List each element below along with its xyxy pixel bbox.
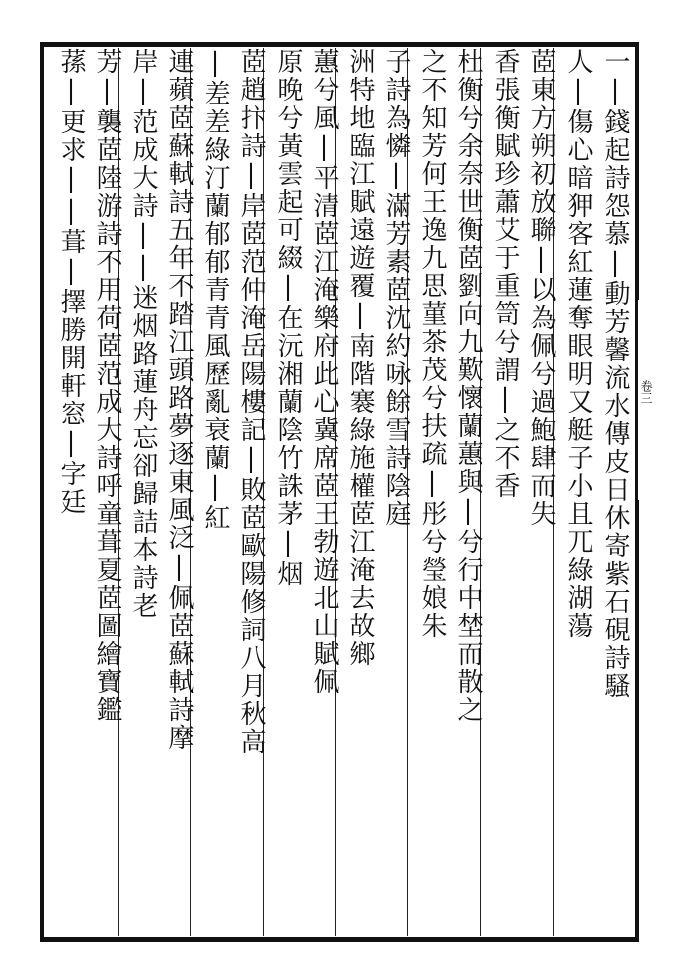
text-column-11: 茝趙抃詩|岸茝范仲淹岳陽樓記|敗茝歐陽修詞八月秋高 — [236, 48, 266, 756]
text-column-12: |差差綠汀蘭郁郁青青風歷亂衰蘭|紅 — [200, 48, 230, 532]
text-column-2: 人|傷心暗狎客紅蓮奪眼明又艇子小且兀綠湖蕩 — [563, 48, 593, 640]
text-column-15: 芳|襲茝陸游詩不用荷茝范成大詩呼童葺夏茝圖繪寶鑑 — [92, 48, 122, 724]
text-column-5: 杜衡兮余奈世衡茝劉向九歎懷蘭蕙與|兮行中埜而散之 — [453, 48, 483, 724]
text-column-13: 連蘋茝蘇軾詩五年不踏江頭路夢逐東風泛|佩茝蘇軾詩摩 — [164, 48, 194, 752]
text-column-9: 蕙兮風|平清茝江淹樂府此心冀席茝王勃遊北山賦佩 — [309, 48, 339, 696]
text-column-6: 之不知芳何王逸九思菫茶茂兮扶疏|彤兮瑩娘朱 — [417, 48, 447, 640]
margin-tab-label: 卷三 — [639, 380, 653, 404]
text-column-14: 岸|范成大詩||迷烟路蓮舟忘卻歸詰本詩老 — [128, 48, 158, 620]
text-column-1: 一|錢起詩怨慕|動芳馨流水傳皮日休寄紫石硯詩騷 — [600, 48, 630, 700]
text-column-16: 蓀|更求||葺|擇勝開軒窓|字廷 — [56, 48, 86, 516]
text-column-3: 茝東方朔初放聯|以為佩兮過鮑肆而失 — [526, 48, 556, 528]
text-column-8: 洲特地臨江賦遠遊覆|南階褰綠施權茝江淹去故鄉 — [345, 48, 375, 668]
text-column-10: 原晚兮黃雲起可綴|在沅湘蘭陰竹誅茅|烟 — [273, 48, 303, 588]
text-column-4: 香張衡賦珍蕭艾于重笥兮謂|之不香 — [490, 48, 520, 500]
text-column-7: 子詩為憐|滿芳素茝沈約咏餘雪詩陰庭 — [381, 48, 411, 528]
